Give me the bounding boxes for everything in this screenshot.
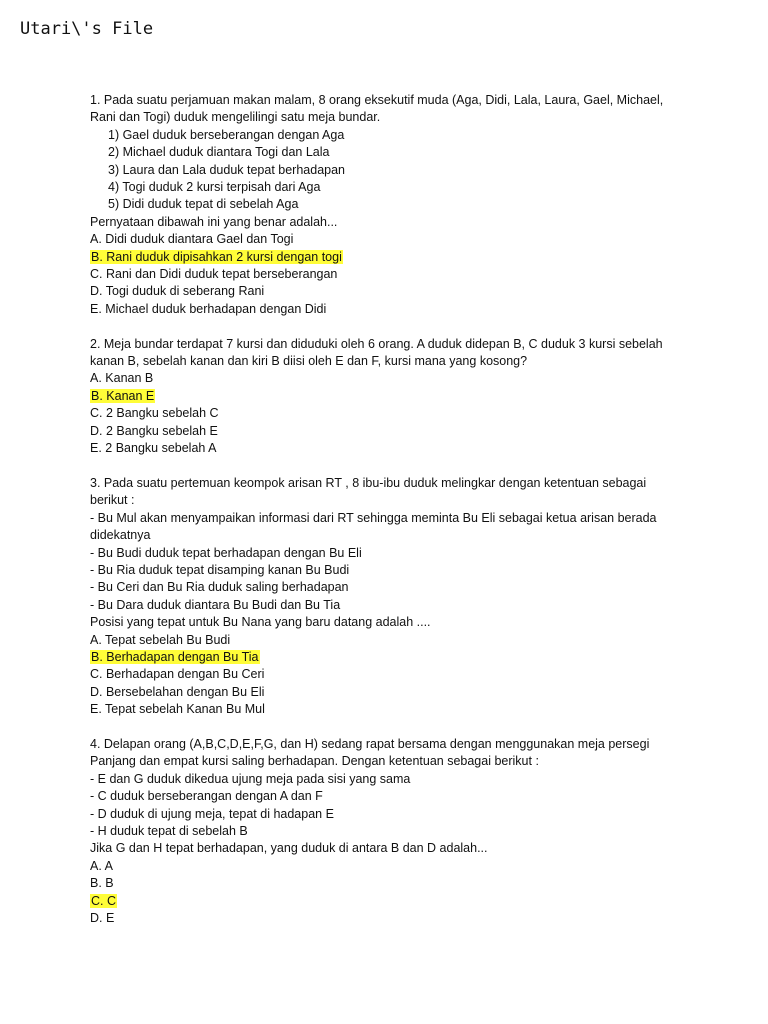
question-text-line: - H duduk tepat di sebelah B <box>90 824 248 839</box>
answer-option: A. Kanan B <box>90 371 154 386</box>
answer-option-highlighted <box>90 649 710 666</box>
question-text-line: - Bu Ria duduk tepat disamping kanan Bu Budi <box>90 562 350 577</box>
question-text-line: kanan B, sebelah kanan dan kiri B diisi oleh E dan F, kursi mana yang kosong? <box>90 354 528 369</box>
question-prompt: Posisi yang tepat untuk Bu Nana yang baru datang adalah .... <box>90 615 431 630</box>
answer-option: E. Tepat sebelah Kanan Bu Mul <box>90 702 265 717</box>
question-prompt: Pernyataan dibawah ini yang benar adalah... <box>90 214 338 229</box>
highlight-mark: B. Berhadapan dengan Bu Tia <box>91 649 259 664</box>
answer-option: D. Togi duduk di seberang Rani <box>90 284 265 299</box>
question-text-line: Panjang dan empat kursi saling berhadapan. Dengan ketentuan sebagai berikut : <box>90 754 539 769</box>
statement: 1) Gael duduk berseberangan dengan Aga <box>108 127 345 142</box>
statement: 5) Didi duduk tepat di sebelah Aga <box>108 197 299 212</box>
question-text-line: - Bu Budi duduk tepat berhadapan dengan Bu Eli <box>90 545 362 560</box>
question-text-line: - E dan G duduk dikedua ujung meja pada sisi yang sama <box>90 771 411 786</box>
highlight-mark: C. C <box>91 893 116 908</box>
question-4 <box>90 736 710 927</box>
document-title: Utari\'s File <box>20 19 154 39</box>
question-text-line: - Bu Ceri dan Bu Ria duduk saling berhadapan <box>90 580 349 595</box>
answer-option: E. 2 Bangku sebelah A <box>90 441 217 456</box>
answer-option: E. Michael duduk berhadapan dengan Didi <box>90 301 327 316</box>
question-text-line: - Bu Dara duduk diantara Bu Budi dan Bu Tia <box>90 597 341 612</box>
statement: 3) Laura dan Lala duduk tepat berhadapan <box>108 162 345 177</box>
answer-option: B. B <box>90 876 114 891</box>
document-body <box>90 92 710 945</box>
answer-option: D. Bersebelahan dengan Bu Eli <box>90 684 265 699</box>
statement: 2) Michael duduk diantara Togi dan Lala <box>108 145 330 160</box>
question-2 <box>90 336 710 458</box>
question-3 <box>90 475 710 719</box>
question-text-line: - D duduk di ujung meja, tepat di hadapan E <box>90 806 334 821</box>
question-text-line: 1. Pada suatu perjamuan makan malam, 8 orang eksekutif muda (Aga, Didi, Lala, Laura, Gael, Michael, <box>90 93 664 107</box>
question-prompt: Jika G dan H tepat berhadapan, yang duduk di antara B dan D adalah... <box>90 841 488 856</box>
question-text-line: 2. Meja bundar terdapat 7 kursi dan diduduki oleh 6 orang. A duduk didepan B, C duduk 3 kursi sebelah <box>90 336 663 351</box>
answer-option: C. 2 Bangku sebelah C <box>90 406 219 421</box>
question-text-line: didekatnya <box>90 528 151 543</box>
answer-option: A. Didi duduk diantara Gael dan Togi <box>90 232 294 247</box>
question-text-line: 3. Pada suatu pertemuan keompok arisan RT , 8 ibu-ibu duduk melingkar dengan ketentuan sebagai <box>90 475 647 490</box>
question-text-line: berikut : <box>90 493 135 508</box>
question-text-line: Rani dan Togi) duduk mengelilingi satu meja bundar. <box>90 110 381 125</box>
answer-option-highlighted <box>90 893 710 910</box>
answer-option: D. 2 Bangku sebelah E <box>90 423 218 438</box>
question-1 <box>90 92 710 318</box>
answer-option-highlighted <box>90 388 710 405</box>
highlight-mark: B. Rani duduk dipisahkan 2 kursi dengan togi <box>91 249 342 264</box>
answer-option: A. Tepat sebelah Bu Budi <box>90 632 231 647</box>
answer-option: C. Berhadapan dengan Bu Ceri <box>90 667 265 682</box>
answer-option: C. Rani dan Didi duduk tepat berseberangan <box>90 267 338 282</box>
question-text-line: 4. Delapan orang (A,B,C,D,E,F,G, dan H) sedang rapat bersama dengan menggunakan meja persegi <box>90 736 650 751</box>
answer-option: A. A <box>90 858 113 873</box>
answer-option-highlighted <box>90 249 710 266</box>
question-text-line: - Bu Mul akan menyampaikan informasi dari RT sehingga meminta Bu Eli sebagai ketua arisan berada <box>90 510 657 525</box>
statement: 4) Togi duduk 2 kursi terpisah dari Aga <box>108 180 321 195</box>
highlight-mark: B. Kanan E <box>91 388 155 403</box>
question-text-line: - C duduk berseberangan dengan A dan F <box>90 789 323 804</box>
answer-option: D. E <box>90 911 115 926</box>
